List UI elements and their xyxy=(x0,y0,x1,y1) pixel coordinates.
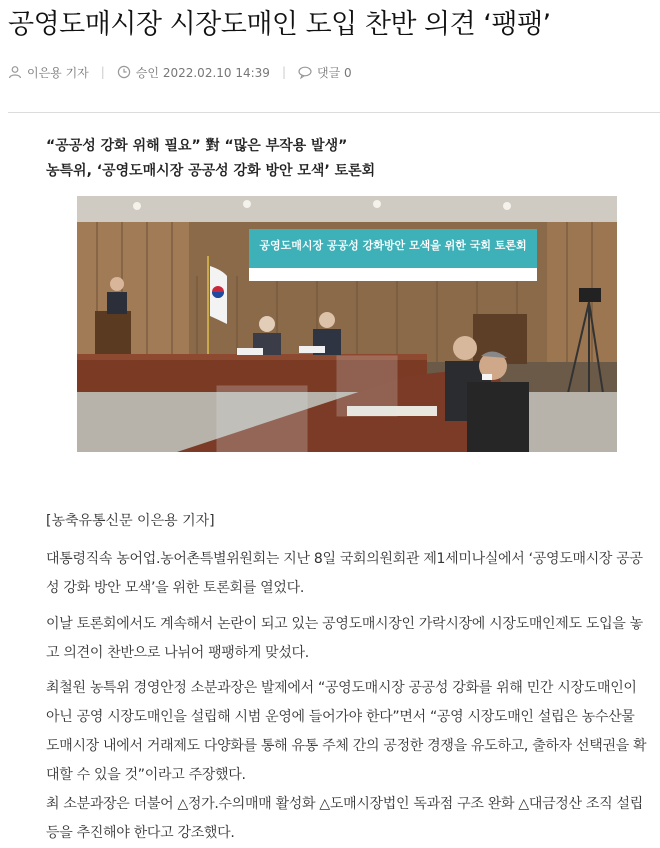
article-meta xyxy=(8,63,352,81)
subtitle-line: 농특위, ‘공영도매시장 공공성 강화 방안 모색’ 토론회 xyxy=(46,163,376,179)
article-paragraph: 최철원 농특위 경영안정 소분과장은 발제에서 “공영도매시장 공공성 강화를 위해 민간 시장도매인이 아닌 공영 시장도매인을 설립해 시범 운영에 들어가야 한다”면서 “공영 시장도매인 설립은 농수산물 도매시장 내에서 거래제도 다양화를 통해 유통 주체 간의 공정한 경쟁을 유도하고, 출하자 선택권을 확대할 수 있을 것”이라고 주장했다. xyxy=(46,680,647,783)
conference-photo xyxy=(77,196,617,452)
person-icon xyxy=(8,65,22,79)
reporter-name[interactable]: 이은용 기자 xyxy=(27,65,89,80)
clock-icon xyxy=(117,65,131,79)
banner-text: 공영도매시장 공공성 강화방안 모색을 위한 국회 토론회 xyxy=(259,239,527,252)
meta-divider: | xyxy=(281,65,286,79)
approved-time: 승인 2022.02.10 14:39 xyxy=(135,65,270,80)
comment-icon xyxy=(298,65,312,79)
article-paragraph: 이날 토론회에서도 계속해서 논란이 되고 있는 공영도매시장인 가락시장에 시장도매인제도 도입을 놓고 의견이 찬반으로 나뉘어 팽팽하게 맞섰다. xyxy=(46,616,643,661)
article-photo xyxy=(77,196,617,452)
article-subtitle xyxy=(46,134,646,184)
header-divider xyxy=(8,112,660,113)
subtitle-line: “공공성 강화 위해 필요” 對 “많은 부작용 발생” xyxy=(46,138,348,154)
article-byline: [농축유통신문 이은용 기자] xyxy=(46,513,215,529)
meta-divider: | xyxy=(100,65,105,79)
comment-count[interactable]: 댓글 0 xyxy=(316,65,352,80)
article-paragraph: 대통령직속 농어업.농어촌특별위원회는 지난 8일 국회의원회관 제1세미나실에서 ‘공영도매시장 공공성 강화 방안 모색’을 위한 토론회를 열었다. xyxy=(46,551,643,596)
article-headline: 공영도매시장 시장도매인 도입 찬반 의견 ‘팽팽’ xyxy=(8,9,551,40)
article-paragraph: 최 소분과장은 더불어 △정가.수의매매 활성화 △도매시장법인 독과점 구조 완화 △대금정산 조직 설립 등을 추진해야 한다고 강조했다. xyxy=(46,796,643,841)
